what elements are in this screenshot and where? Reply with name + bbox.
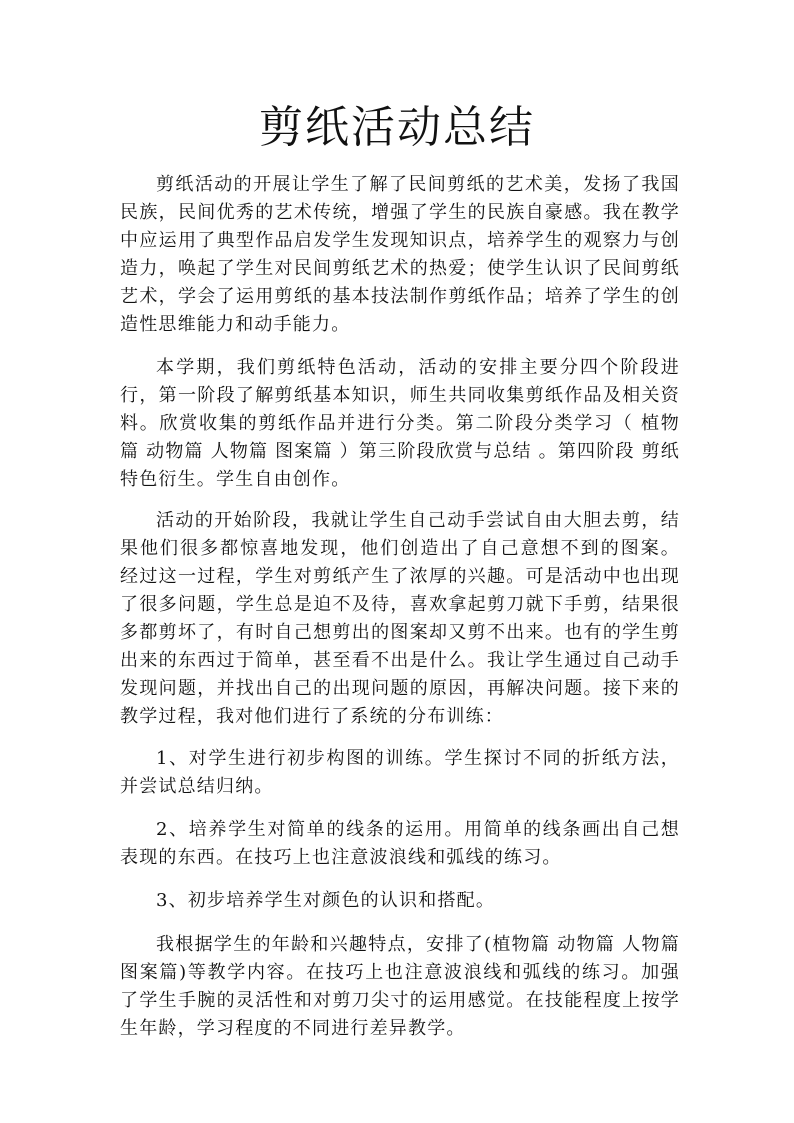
paragraph-training-3: 3、初步培养学生对颜色的认识和搭配。 <box>156 890 496 911</box>
paragraph-conclusion: 我根据学生的年龄和兴趣特点，安排了(植物篇 动物篇 人物篇 图案篇)等教学内容。在技巧上也注意波浪线和弧线的练习。加强了学生手腕的灵活性和对剪刀尖寸的运用感觉。在技能程度上按学生年龄，学习程度的不同进行差异教学。 <box>120 934 680 1039</box>
paragraph-training-1: 1、对学生进行初步构图的训练。学生探讨不同的折纸方法，并尝试总结归纳。 <box>120 748 680 797</box>
paragraph-intro: 剪纸活动的开展让学生了解了民间剪纸的艺术美，发扬了我国民族，民间优秀的艺术传统，增强了学生的民族自豪感。我在教学中应运用了典型作品启发学生发现知识点，培养学生的观察力与创造力，唤起了学生对民间剪纸艺术的热爱；使学生认识了民间剪纸艺术，学会了运用剪纸的基本技法制作剪纸作品；培养了学生的创造性思维能力和动手能力。 <box>120 174 680 335</box>
document-body <box>120 171 680 1043</box>
paragraph-initial-stage: 活动的开始阶段，我就让学生自己动手尝试自由大胆去剪，结果他们很多都惊喜地发现，他们创造出了自己意想不到的图案。 经过这一过程，学生对剪纸产生了浓厚的兴趣。可是活动中也出现了很多问题，学生总是迫不及待，喜欢拿起剪刀就下手剪，结果很多都剪坏了，有时自己想剪出的图案却又剪不出来。也有的学生剪出来的东西过于简单，甚至看不出是什么。我让学生通过自己动手发现问题，并找出自己的出现问题的原因，再解决问题。接下来的教学过程，我对他们进行了系统的分布训练： <box>120 510 680 727</box>
document-title: 剪纸活动总结 <box>259 102 535 153</box>
paragraph-training-2: 2、培养学生对简单的线条的运用。用简单的线条画出自己想表现的东西。在技巧上也注意波浪线和弧线的练习。 <box>120 819 680 868</box>
paragraph-semester-plan: 本学期，我们剪纸特色活动，活动的安排主要分四个阶段进行，第一阶段了解剪纸基本知识，师生共同收集剪纸作品及相关资料。欣赏收集的剪纸作品并进行分类。第二阶段分类学习（ 植物篇 动物篇 人物篇 图案篇 ）第三阶段欣赏与总结 。第四阶段 剪纸特色衍生。学生自由创作。 <box>120 357 680 490</box>
